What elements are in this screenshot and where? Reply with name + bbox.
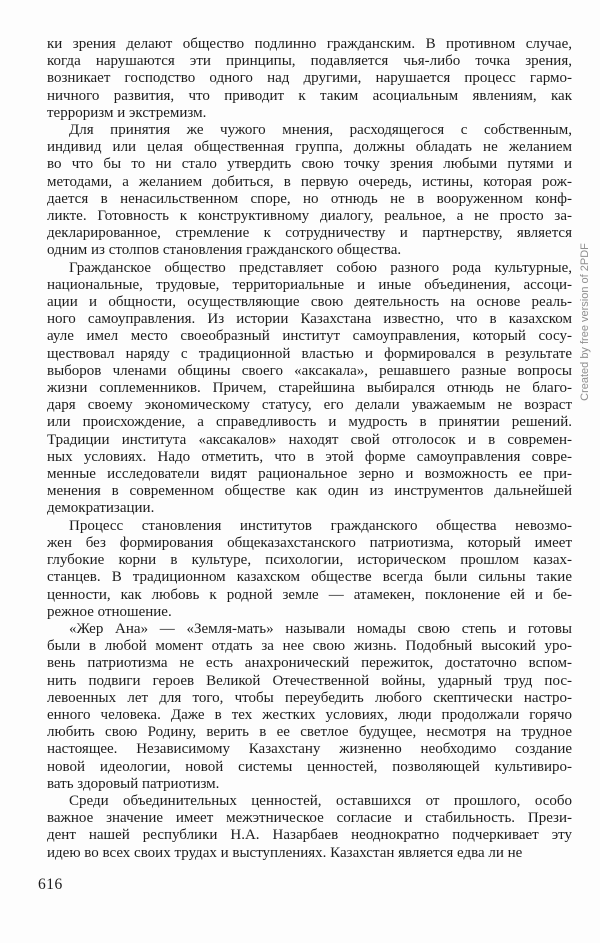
text-line: ликте. Готовность к конструктивному диалогу, реальное, а не просто за- <box>47 208 572 225</box>
text-line: индивид или целая общественная группа, должны обладать не желанием <box>47 139 572 156</box>
text-line: Для принятия же чужого мнения, расходящегося с собственным, <box>69 122 572 139</box>
paragraph <box>47 36 572 122</box>
watermark: Created by free version of 2PDF <box>579 243 591 401</box>
text-line: глубокие корни в культуре, психологии, историческом прошлом казах- <box>47 552 572 569</box>
text-line: Процесс становления институтов гражданского общества невозмо- <box>69 517 572 534</box>
text-line: ного самоуправления. Из истории Казахстана известно, что в казахском <box>47 311 572 328</box>
text-line: вать здоровый патриотизм. <box>47 775 220 792</box>
text-line: менные исследователи видят рациональное зерно и возможность ее при- <box>47 466 572 483</box>
text-line: режное отношение. <box>47 603 172 620</box>
text-line: жен без формирования общеказахстанского патриотизма, который имеет <box>47 534 572 551</box>
paragraph <box>47 122 572 260</box>
text-line: ации и общности, осуществляющие свою деятельность на основе реаль- <box>47 294 572 311</box>
text-line: были в любой момент отдать за нее свою жизнь. Подобный высокий уро- <box>47 638 572 655</box>
text-line: идею во всех своих трудах и выступлениях. Казахстан является едва ли не <box>47 844 523 861</box>
paragraph <box>47 518 572 621</box>
text-line: терроризм и экстремизм. <box>47 104 207 121</box>
text-line: ных условиях. Надо отметить, что в этой форме самоуправления совре- <box>47 448 572 465</box>
page-text-block <box>47 36 572 862</box>
text-line: во что бы то ни стало утвердить свою точку зрения любыми путями и <box>47 156 572 173</box>
paragraph <box>47 260 572 518</box>
text-line: дент нашей республики Н.А. Назарбаев неоднократно подчеркивает эту <box>47 827 572 844</box>
text-line: ауле имел место своеобразный институт самоуправления, который сосу- <box>47 328 572 345</box>
text-line: нить подвиги героев Великой Отечественной войны, ударный труд пос- <box>47 672 572 689</box>
text-line: левоенных лет для того, чтобы переубедить любого скептически настро- <box>47 689 572 706</box>
page-number: 616 <box>38 876 63 893</box>
text-line: ничного развития, что приводит к таким асоциальным явлениям, как <box>47 87 572 104</box>
text-line: жизни соплеменников. Причем, старейшина выбирался отнюдь не благо- <box>47 380 572 397</box>
text-line: новой идеологии, новой системы ценностей, позволяющей культивиро- <box>47 758 572 775</box>
text-line: Традиции института «аксакалов» находят свой отголосок и в современ- <box>47 431 572 448</box>
text-line: настоящее. Независимому Казахстану жизненно необходимо создание <box>47 741 572 758</box>
text-line: возникает господство одного над другими, нарушается процесс гармо- <box>47 70 572 87</box>
text-line: важное значение имеет межэтническое согласие и стабильность. Прези- <box>47 810 572 827</box>
text-line: дается в ненасильственном споре, но отнюдь не в вооруженном конф- <box>47 190 572 207</box>
paragraph <box>47 793 572 862</box>
text-line: декларированное, стремление к сотрудничеству и партнерству, является <box>47 225 572 242</box>
text-line: методами, а желанием добиться, в первую очередь, истины, которая рож- <box>47 173 572 190</box>
text-line: выборов членами общины своего «аксакала», решавшего разные вопросы <box>47 362 572 379</box>
text-line: одним из столпов становления гражданского общества. <box>47 242 402 259</box>
text-line: национальные, трудовые, территориальные и иные объединения, ассоци- <box>47 276 572 293</box>
text-line: вень патриотизма не есть анахронический пережиток, достаточно вспом- <box>47 655 572 672</box>
text-line: ценности, как любовь к родной земле — атамекен, поклонение ей и бе- <box>47 586 572 603</box>
text-line: енного человека. Даже в тех жестких условиях, люди продолжали горячо <box>47 706 572 723</box>
text-line: любить свою Родину, верить в ее светлое будущее, несмотря на трудное <box>47 724 572 741</box>
text-line: когда нарушаются эти принципы, подавляется чья-либо точка зрения, <box>47 53 572 70</box>
text-line: или происхождение, а справедливость и мудрость в принятии решений. <box>47 414 572 431</box>
text-line: станцев. В традиционном казахском обществе всегда были сильны такие <box>47 569 572 586</box>
text-line: Среди объединительных ценностей, оставшихся от прошлого, особо <box>69 792 572 809</box>
paragraph <box>47 621 572 793</box>
text-line: демократизации. <box>47 500 155 517</box>
text-line: менения в современном обществе как один из инструментов дальнейшей <box>47 483 572 500</box>
text-line: Гражданское общество представляет собою разного рода культурные, <box>69 259 572 276</box>
text-line: ществовал наряду с традиционной властью и формировался в результате <box>47 345 572 362</box>
text-line: ки зрения делают общество подлинно гражданским. В противном случае, <box>47 36 572 52</box>
text-line: даря своему экономическому статусу, его делали уважаемым не возраст <box>47 397 572 414</box>
text-line: «Жер Ана» — «Земля-мать» называли номады свою степь и готовы <box>69 620 572 637</box>
